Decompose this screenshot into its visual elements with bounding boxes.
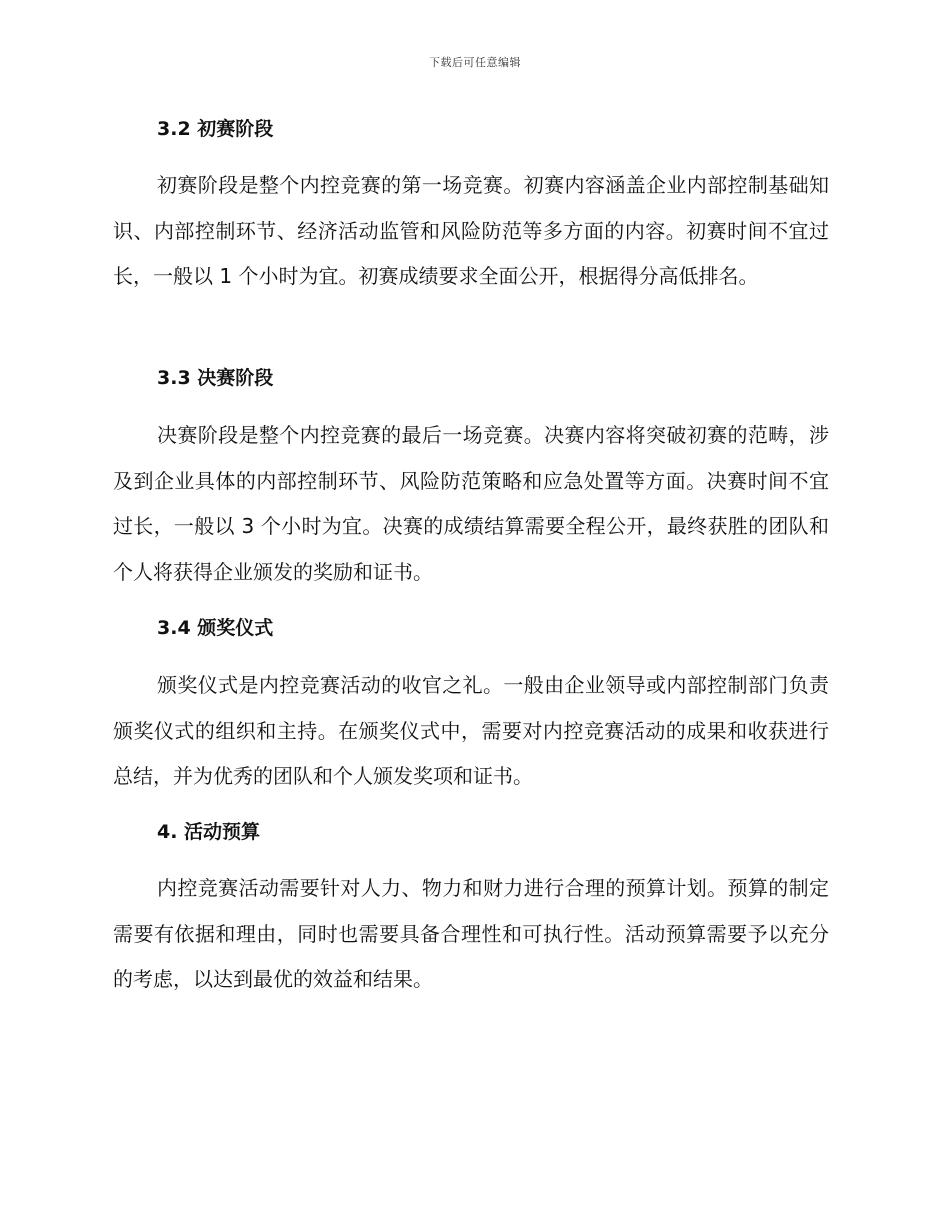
section-paragraph-4: 内控竞赛活动需要针对人力、物力和财力进行合理的预算计划。预算的制定需要有依据和理由，同时也需要具备合理性和可执行性。活动预算需要予以充分的考虑，以达到最优的效益和结果。 xyxy=(113,876,829,991)
section-paragraph-3-2: 初赛阶段是整个内控竞赛的第一场竞赛。初赛内容涵盖企业内部控制基础知识、内部控制环节、经济活动监管和风险防范等多方面的内容。初赛时间不宜过长，一般以 1 个小时为宜。初赛成绩要求全面公开，根据得分高低排名。 xyxy=(113,173,829,288)
section-heading-3-3: 3.3 决赛阶段 xyxy=(157,367,274,389)
page-header: 下载后可任意编辑 xyxy=(429,56,521,69)
section-paragraph-3-4: 颁奖仪式是内控竞赛活动的收官之礼。一般由企业领导或内部控制部门负责颁奖仪式的组织和主持。在颁奖仪式中，需要对内控竞赛活动的成果和收获进行总结，并为优秀的团队和个人颁发奖项和证书。 xyxy=(113,673,829,788)
section-heading-3-4: 3.4 颁奖仪式 xyxy=(157,617,274,639)
section-heading-4: 4. 活动预算 xyxy=(157,821,261,843)
section-heading-3-2: 3.2 初赛阶段 xyxy=(157,118,274,140)
section-paragraph-3-3: 决赛阶段是整个内控竞赛的最后一场竞赛。决赛内容将突破初赛的范畴，涉及到企业具体的内部控制环节、风险防范策略和应急处置等方面。决赛时间不宜过长，一般以 3 个小时为宜。决赛的成绩结算需要全程公开，最终获胜的团队和个人将获得企业颁发的奖励和证书。 xyxy=(113,423,829,584)
